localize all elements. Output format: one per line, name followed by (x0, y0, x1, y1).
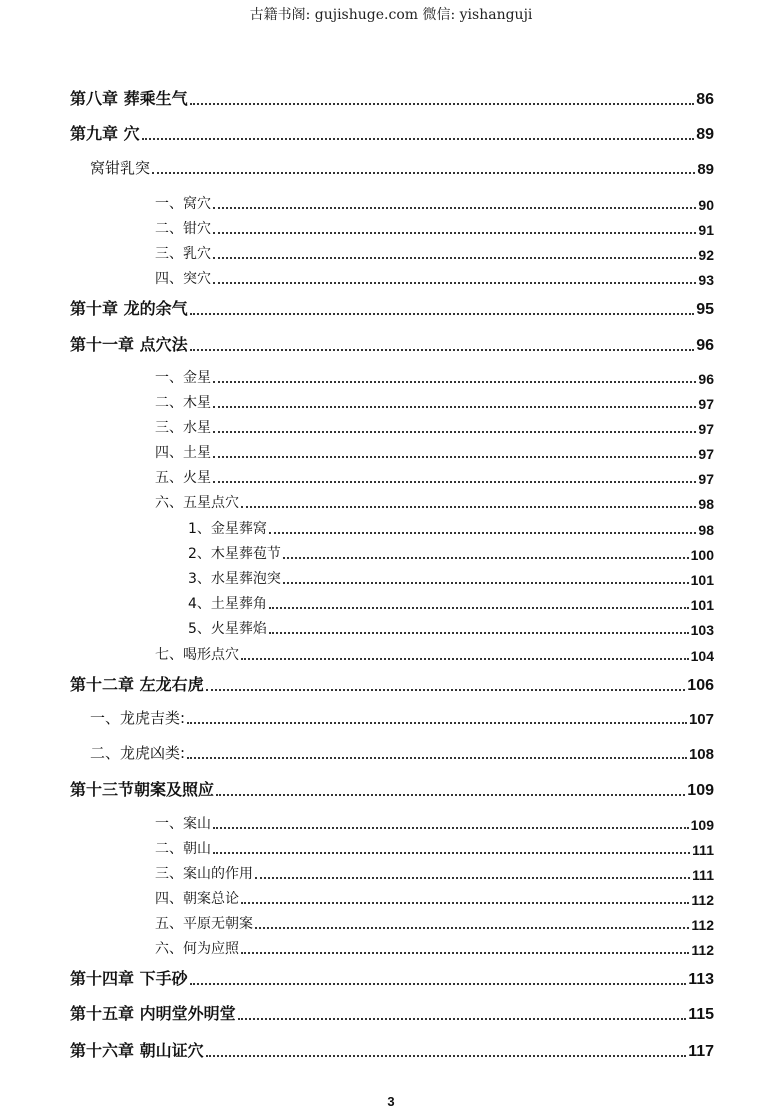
toc-entry-page: 86 (696, 91, 714, 108)
toc-entry-label: 第九章 穴 (70, 124, 140, 143)
toc-entry-page: 97 (698, 471, 714, 487)
toc-entry[interactable] (155, 218, 714, 238)
toc-entry[interactable] (155, 193, 714, 213)
dot-leader (216, 794, 685, 796)
toc-entry-page: 98 (698, 496, 714, 512)
toc-entry-page: 111 (692, 867, 714, 883)
toc-entry-page: 104 (690, 648, 714, 664)
toc-entry[interactable] (188, 568, 714, 588)
toc-entry-label: 四、朝案总论 (155, 891, 239, 907)
toc-entry[interactable] (70, 1038, 714, 1061)
dot-leader (190, 983, 687, 985)
toc-entry-label: 第十三节朝案及照应 (70, 780, 215, 799)
dot-leader (213, 207, 696, 209)
toc-entry-label: 一、龙虎吉类: (90, 709, 186, 727)
toc-entry-page: 92 (698, 247, 714, 263)
toc-entry[interactable] (155, 863, 714, 883)
toc-entry-page: 96 (696, 337, 714, 354)
toc-entry-page: 111 (692, 842, 714, 858)
dot-leader (238, 1018, 687, 1020)
toc-entry[interactable] (155, 467, 714, 487)
toc-entry[interactable] (70, 1001, 714, 1024)
dot-leader (213, 406, 696, 408)
toc-entry-label: 二、龙虎凶类: (90, 744, 186, 762)
toc-entry-page: 117 (688, 1043, 714, 1060)
dot-leader (152, 172, 695, 174)
toc-entry-label: 三、案山的作用 (155, 866, 253, 882)
toc-entry[interactable] (188, 593, 714, 613)
dot-leader (255, 927, 689, 929)
toc-entry[interactable] (155, 888, 714, 908)
watermark-header: 古籍书阁: gujishuge.com 微信: yishanguji (249, 7, 533, 23)
toc-entry-page: 101 (690, 597, 714, 613)
toc-entry-label: 第十章 龙的余气 (70, 299, 188, 318)
toc-entry-page: 112 (691, 942, 714, 958)
toc-entry-page: 95 (696, 301, 714, 318)
toc-entry-label: 五、平原无朝案 (155, 916, 253, 932)
toc-entry-label: 4、土星葬角 (188, 596, 267, 612)
toc-entry[interactable] (155, 268, 714, 288)
dot-leader (213, 282, 696, 284)
toc-entry[interactable] (155, 392, 714, 412)
toc-entry-label: 二、钳穴 (155, 221, 211, 237)
dot-leader (213, 481, 696, 483)
toc-entry-label: 六、何为应照 (155, 941, 239, 957)
dot-leader (190, 103, 695, 105)
toc-entry-page: 96 (698, 371, 714, 387)
toc-entry-label: 二、朝山 (155, 841, 211, 857)
dot-leader (187, 722, 687, 724)
toc-entry-page: 107 (688, 711, 714, 728)
toc-entry-label: 第八章 葬乘生气 (70, 89, 188, 108)
dot-leader (213, 827, 689, 829)
page-number: 3 (387, 1094, 395, 1109)
dot-leader (206, 689, 686, 691)
dot-leader (269, 532, 697, 534)
toc-entry[interactable] (90, 157, 714, 178)
dot-leader (190, 349, 695, 351)
toc-entry-label: 一、案山 (155, 816, 211, 832)
toc-entry-page: 91 (698, 222, 714, 238)
toc-entry[interactable] (188, 518, 714, 538)
toc-entry-page: 109 (687, 782, 714, 799)
toc-entry-page: 97 (698, 396, 714, 412)
toc-entry[interactable] (155, 938, 714, 958)
toc-entry-page: 97 (698, 446, 714, 462)
dot-leader (190, 313, 695, 315)
toc-entry-page: 97 (698, 421, 714, 437)
toc-entry-page: 90 (698, 197, 714, 213)
dot-leader (241, 952, 689, 954)
dot-leader (213, 232, 696, 234)
toc-entry-page: 106 (687, 677, 714, 694)
toc-entry[interactable] (70, 86, 714, 109)
toc-entry-label: 5、火星葬焰 (188, 621, 267, 637)
toc-entry[interactable] (90, 742, 714, 763)
toc-entry-page: 98 (698, 522, 714, 538)
toc-entry-page: 100 (690, 547, 714, 563)
toc-entry-page: 101 (690, 572, 714, 588)
toc-entry[interactable] (70, 332, 714, 355)
dot-leader (255, 877, 690, 879)
toc-entry-page: 103 (690, 622, 714, 638)
dot-leader (283, 557, 689, 559)
toc-entry-label: 第十六章 朝山证穴 (70, 1041, 204, 1060)
toc-entry-label: 三、水星 (155, 420, 211, 436)
toc-entry[interactable] (155, 367, 714, 387)
toc-entry-page: 93 (698, 272, 714, 288)
dot-leader (142, 138, 695, 140)
toc-entry-label: 四、突穴 (155, 271, 211, 287)
toc-entry-label: 六、五星点穴 (155, 495, 239, 511)
toc-entry[interactable] (70, 777, 714, 800)
dot-leader (213, 456, 696, 458)
toc-entry[interactable] (155, 492, 714, 512)
toc-entry-label: 第十四章 下手砂 (70, 969, 188, 988)
dot-leader (206, 1055, 687, 1057)
toc-entry[interactable] (155, 243, 714, 263)
toc-entry-page: 112 (691, 892, 714, 908)
dot-leader (213, 431, 696, 433)
toc-entry-label: 四、土星 (155, 445, 211, 461)
dot-leader (213, 852, 690, 854)
toc-entry[interactable] (155, 417, 714, 437)
toc-entry[interactable] (155, 838, 714, 858)
toc-entry-page: 108 (688, 746, 714, 763)
dot-leader (283, 582, 689, 584)
dot-leader (187, 757, 687, 759)
toc-entry[interactable] (155, 644, 714, 664)
toc-entry[interactable] (155, 813, 714, 833)
toc-entry[interactable] (90, 707, 714, 728)
toc-entry-page: 113 (688, 971, 714, 988)
toc-entry[interactable] (155, 442, 714, 462)
dot-leader (241, 658, 689, 660)
toc-entry-label: 一、窝穴 (155, 196, 211, 212)
dot-leader (241, 902, 689, 904)
toc-entry-page: 89 (697, 161, 714, 178)
toc-entry-label: 1、金星葬窝 (188, 521, 267, 537)
toc-entry-page: 112 (691, 917, 714, 933)
toc-entry-page: 109 (690, 817, 714, 833)
toc-entry-label: 七、喝形点穴 (155, 647, 239, 663)
dot-leader (213, 381, 696, 383)
toc-entry[interactable] (155, 913, 714, 933)
toc-entry[interactable] (188, 618, 714, 638)
toc-entry-label: 二、木星 (155, 395, 211, 411)
toc-entry-label: 窝钳乳突 (90, 159, 151, 177)
dot-leader (241, 506, 696, 508)
toc-entry[interactable] (70, 966, 714, 989)
toc-entry-label: 三、乳穴 (155, 246, 211, 262)
toc-entry[interactable] (70, 121, 714, 144)
toc-entry-label: 3、水星葬泡突 (188, 571, 281, 587)
toc-entry[interactable] (188, 543, 714, 563)
toc-entry-page: 89 (696, 126, 714, 143)
toc-entry[interactable] (70, 672, 714, 695)
toc-entry-label: 一、金星 (155, 370, 211, 386)
toc-entry-label: 第十一章 点穴法 (70, 335, 188, 354)
dot-leader (269, 607, 689, 609)
toc-entry-label: 第十五章 内明堂外明堂 (70, 1004, 236, 1023)
dot-leader (213, 257, 696, 259)
toc-entry[interactable] (70, 296, 714, 319)
toc-entry-label: 2、木星葬苞节 (188, 546, 281, 562)
toc-entry-page: 115 (688, 1006, 714, 1023)
toc-entry-label: 五、火星 (155, 470, 211, 486)
dot-leader (269, 632, 689, 634)
toc-entry-label: 第十二章 左龙右虎 (70, 675, 204, 694)
